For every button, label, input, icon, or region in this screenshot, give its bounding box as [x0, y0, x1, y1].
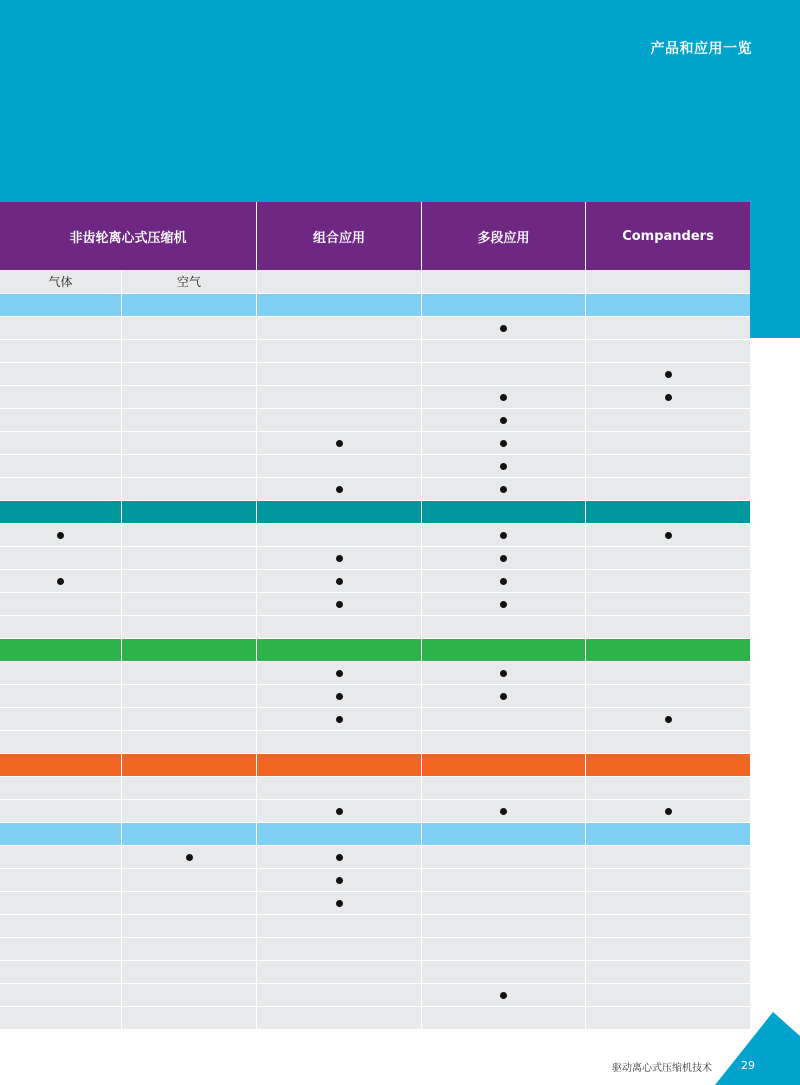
table-cell: [0, 984, 122, 1006]
table-cell: [122, 409, 257, 431]
table-cell: [257, 570, 422, 592]
table-row: [0, 593, 750, 616]
section-band: [0, 501, 750, 524]
section-band: [0, 294, 750, 317]
table-cell: [422, 432, 586, 454]
table-row: [0, 363, 750, 386]
section-band: [0, 823, 750, 846]
bullet-mark: [665, 371, 672, 378]
table-row: [0, 616, 750, 639]
band-cell: [422, 823, 586, 845]
band-cell: [422, 754, 586, 776]
table-cell: [122, 570, 257, 592]
table-cell: [257, 524, 422, 546]
table-cell: [422, 846, 586, 868]
table-cell: [586, 846, 750, 868]
table-cell: [122, 846, 257, 868]
table-cell: [586, 570, 750, 592]
table-cell: [257, 1007, 422, 1029]
table-cell: [122, 386, 257, 408]
bullet-mark: [336, 693, 343, 700]
table-cell: [0, 1007, 122, 1029]
table-cell: [0, 892, 122, 914]
table-row: [0, 869, 750, 892]
table-cell: [422, 892, 586, 914]
table-cell: [422, 317, 586, 339]
table-cell: [257, 616, 422, 638]
table-cell: [422, 800, 586, 822]
bullet-mark: [500, 325, 507, 332]
bullet-mark: [186, 854, 193, 861]
table-cell: [586, 800, 750, 822]
subheader-empty: [422, 270, 586, 293]
band-cell: [122, 754, 257, 776]
table-cell: [257, 731, 422, 753]
table-cell: [422, 1007, 586, 1029]
table-row: [0, 432, 750, 455]
table-cell: [0, 455, 122, 477]
bullet-mark: [500, 463, 507, 470]
page-number: 29: [741, 1059, 755, 1072]
bullet-mark: [665, 394, 672, 401]
table-cell: [0, 340, 122, 362]
bullet-mark: [336, 854, 343, 861]
table-cell: [122, 478, 257, 500]
table-cell: [122, 1007, 257, 1029]
band-cell: [0, 501, 122, 523]
band-cell: [122, 294, 257, 316]
bullet-mark: [336, 716, 343, 723]
table-cell: [257, 869, 422, 891]
table-row: [0, 846, 750, 869]
table-cell: [0, 869, 122, 891]
table-cell: [422, 547, 586, 569]
table-row: [0, 317, 750, 340]
band-cell: [586, 823, 750, 845]
bullet-mark: [665, 716, 672, 723]
band-cell: [257, 823, 422, 845]
table-row: [0, 938, 750, 961]
header-companders: Companders: [622, 228, 714, 244]
table-cell: [122, 731, 257, 753]
bullet-mark: [336, 440, 343, 447]
header-multistage-application: 多段应用: [422, 202, 586, 270]
page-title: 产品和应用一览: [650, 41, 752, 57]
table-cell: [122, 800, 257, 822]
bullet-mark: [336, 601, 343, 608]
table-cell: [0, 662, 122, 684]
table-cell: [257, 547, 422, 569]
band-cell: [257, 501, 422, 523]
table-cell: [257, 478, 422, 500]
bullet-mark: [57, 578, 64, 585]
band-cell: [122, 501, 257, 523]
table-cell: [422, 777, 586, 799]
bullet-mark: [500, 693, 507, 700]
table-cell: [122, 616, 257, 638]
table-cell: [0, 524, 122, 546]
band-cell: [586, 501, 750, 523]
table-cell: [0, 570, 122, 592]
table-cell: [0, 731, 122, 753]
table-cell: [586, 386, 750, 408]
table-row: [0, 409, 750, 432]
bullet-mark: [500, 440, 507, 447]
table-cell: [422, 708, 586, 730]
table-body: [0, 294, 750, 1030]
table-cell: [586, 478, 750, 500]
table-row: [0, 777, 750, 800]
section-band: [0, 754, 750, 777]
table-cell: [257, 317, 422, 339]
table-cell: [257, 915, 422, 937]
bullet-mark: [336, 900, 343, 907]
table-cell: [122, 340, 257, 362]
bullet-mark: [336, 670, 343, 677]
table-cell: [422, 731, 586, 753]
table-cell: [586, 409, 750, 431]
bullet-mark: [336, 486, 343, 493]
table-row: [0, 800, 750, 823]
band-cell: [257, 639, 422, 661]
table-cell: [122, 938, 257, 960]
table-cell: [0, 616, 122, 638]
table-cell: [586, 616, 750, 638]
table-cell: [586, 317, 750, 339]
band-cell: [586, 639, 750, 661]
table-cell: [122, 432, 257, 454]
table-cell: [257, 409, 422, 431]
table-cell: [122, 915, 257, 937]
band-cell: [0, 823, 122, 845]
bullet-mark: [665, 532, 672, 539]
table-cell: [257, 892, 422, 914]
table-cell: [257, 386, 422, 408]
table-cell: [257, 662, 422, 684]
table-cell: [586, 524, 750, 546]
table-cell: [0, 708, 122, 730]
bullet-mark: [500, 394, 507, 401]
table-cell: [122, 892, 257, 914]
table-cell: [0, 432, 122, 454]
table-cell: [422, 593, 586, 615]
band-cell: [0, 294, 122, 316]
band-cell: [122, 823, 257, 845]
table-cell: [586, 961, 750, 983]
table-row: [0, 1007, 750, 1030]
table-cell: [122, 961, 257, 983]
band-cell: [586, 754, 750, 776]
page-corner-shape: [715, 1012, 800, 1085]
bullet-mark: [57, 532, 64, 539]
bullet-mark: [500, 578, 507, 585]
table-row: [0, 524, 750, 547]
header-combined-application: 组合应用: [257, 202, 422, 270]
table-cell: [586, 984, 750, 1006]
table-cell: [0, 363, 122, 385]
table-cell: [586, 915, 750, 937]
table-cell: [0, 478, 122, 500]
subheader-empty: [586, 270, 750, 293]
table-cell: [422, 409, 586, 431]
table-header-row: [0, 202, 750, 270]
subheader-empty: [257, 270, 422, 293]
table-cell: [586, 731, 750, 753]
table-row: [0, 662, 750, 685]
table-subheader-row: [0, 270, 750, 294]
table-cell: [0, 409, 122, 431]
band-cell: [422, 294, 586, 316]
table-cell: [257, 846, 422, 868]
band-cell: [122, 639, 257, 661]
section-band: [0, 639, 750, 662]
bullet-mark: [500, 808, 507, 815]
bullet-mark: [500, 670, 507, 677]
table-cell: [122, 777, 257, 799]
table-cell: [122, 662, 257, 684]
table-cell: [0, 800, 122, 822]
bullet-mark: [665, 808, 672, 815]
table-cell: [586, 777, 750, 799]
table-cell: [0, 961, 122, 983]
table-cell: [257, 685, 422, 707]
table-cell: [0, 915, 122, 937]
table-cell: [0, 386, 122, 408]
band-cell: [422, 501, 586, 523]
table-row: [0, 731, 750, 754]
table-row: [0, 685, 750, 708]
bullet-mark: [500, 417, 507, 424]
subheader-air: 空气: [122, 270, 257, 293]
band-cell: [0, 754, 122, 776]
table-row: [0, 386, 750, 409]
table-cell: [122, 708, 257, 730]
table-cell: [422, 915, 586, 937]
table-cell: [122, 984, 257, 1006]
product-application-table: [0, 202, 750, 1030]
table-row: [0, 478, 750, 501]
bullet-mark: [500, 992, 507, 999]
table-cell: [122, 524, 257, 546]
band-cell: [586, 294, 750, 316]
table-cell: [0, 846, 122, 868]
table-cell: [257, 593, 422, 615]
table-cell: [586, 662, 750, 684]
table-cell: [0, 547, 122, 569]
table-cell: [422, 869, 586, 891]
bullet-mark: [500, 532, 507, 539]
table-cell: [122, 869, 257, 891]
subheader-gas: 气体: [0, 270, 122, 293]
table-cell: [257, 432, 422, 454]
table-cell: [422, 662, 586, 684]
table-cell: [422, 524, 586, 546]
table-cell: [122, 685, 257, 707]
table-cell: [0, 317, 122, 339]
table-cell: [422, 961, 586, 983]
table-row: [0, 570, 750, 593]
table-cell: [257, 363, 422, 385]
table-cell: [0, 938, 122, 960]
table-cell: [257, 455, 422, 477]
table-cell: [122, 455, 257, 477]
table-cell: [422, 478, 586, 500]
table-cell: [422, 938, 586, 960]
band-cell: [0, 639, 122, 661]
table-cell: [586, 455, 750, 477]
table-cell: [586, 593, 750, 615]
table-cell: [586, 432, 750, 454]
table-cell: [257, 340, 422, 362]
table-row: [0, 547, 750, 570]
table-cell: [422, 386, 586, 408]
band-cell: [257, 754, 422, 776]
bullet-mark: [336, 877, 343, 884]
table-cell: [257, 708, 422, 730]
table-cell: [122, 547, 257, 569]
table-cell: [257, 777, 422, 799]
band-cell: [257, 294, 422, 316]
table-cell: [422, 984, 586, 1006]
table-row: [0, 961, 750, 984]
table-cell: [422, 570, 586, 592]
table-cell: [422, 363, 586, 385]
table-cell: [586, 938, 750, 960]
header-non-gear-compressor: 非齿轮离心式压缩机: [0, 202, 257, 270]
table-cell: [0, 593, 122, 615]
table-row: [0, 708, 750, 731]
table-cell: [586, 363, 750, 385]
table-cell: [257, 984, 422, 1006]
footer-title: 驱动离心式压缩机技术: [612, 1063, 712, 1074]
bullet-mark: [336, 555, 343, 562]
table-row: [0, 892, 750, 915]
table-cell: [422, 340, 586, 362]
table-cell: [257, 938, 422, 960]
table-cell: [257, 800, 422, 822]
table-row: [0, 984, 750, 1007]
bullet-mark: [336, 578, 343, 585]
table-cell: [422, 685, 586, 707]
table-cell: [122, 363, 257, 385]
bullet-mark: [500, 486, 507, 493]
table-cell: [586, 547, 750, 569]
bullet-mark: [500, 555, 507, 562]
table-cell: [0, 685, 122, 707]
table-cell: [422, 455, 586, 477]
table-cell: [122, 317, 257, 339]
table-cell: [122, 593, 257, 615]
table-cell: [586, 340, 750, 362]
table-cell: [257, 961, 422, 983]
table-row: [0, 915, 750, 938]
bullet-mark: [500, 601, 507, 608]
table-cell: [586, 869, 750, 891]
band-cell: [422, 639, 586, 661]
table-cell: [586, 685, 750, 707]
table-cell: [586, 708, 750, 730]
table-cell: [586, 892, 750, 914]
table-cell: [0, 777, 122, 799]
table-row: [0, 455, 750, 478]
table-row: [0, 340, 750, 363]
bullet-mark: [336, 808, 343, 815]
table-cell: [422, 616, 586, 638]
